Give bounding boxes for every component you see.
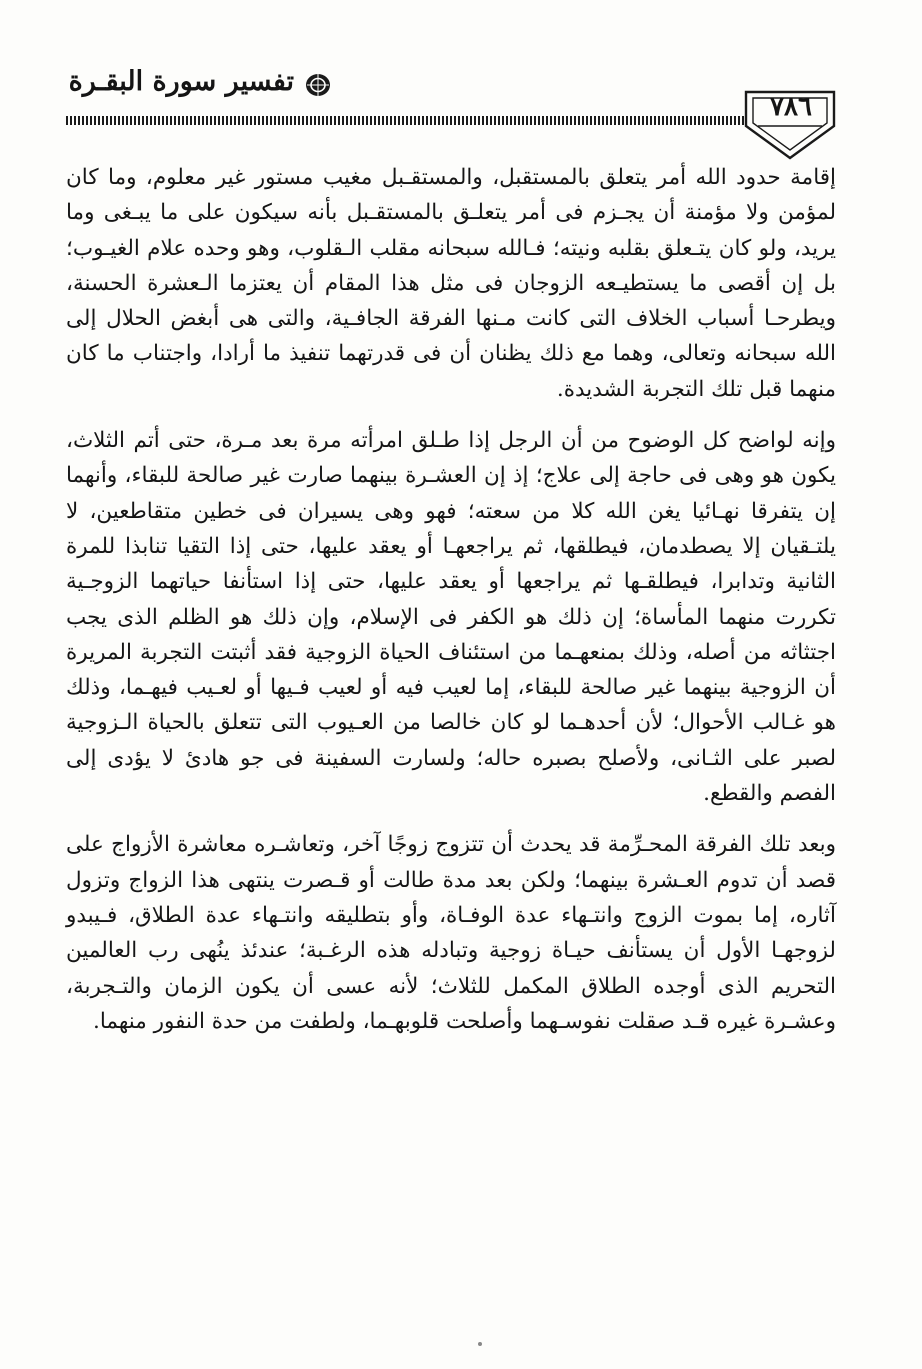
footer-dot xyxy=(476,1340,484,1348)
running-header-title: تفسير سورة البقـرة xyxy=(68,66,294,97)
paragraph: وإنه لواضح كل الوضوح من أن الرجل إذا طـلق امرأته مرة بعد مـرة، حتى أتم الثلاث، يكون هو وهى فى حاجة إلى علاج؛ إذ إن العشـرة بينهما صارت غير صالحة للبقاء، وأنهما إن يتفرقا نهـائيا يغن الله كلا من سعته؛ فهو وهى يسيران فى خطين متقاطعين، لا يلتـقيان إلا يصطدمان، فيطلقها، ثم يراجعهـا أو يعقد عليها، حتى إذا التقيا تنابذا للمرة الثانية وتدابرا، فيطلقـها ثم يراجعها أو يعقد عليها، حتى إذا استأنفا حياتهما الزوجـية تكررت منهما المأساة؛ إن ذلك هو الكفر فى الإسلام، وإن ذلك هو الظلم الذى يجب اجتثاثه من أصله، وذلك بمنعهـما من استئناف الحياة الزوجية فقد أثبتت التجربة المريرة أن الزوجية بينهما غير صالحة للبقاء، إما لعيب فيه أو لعيب فـيها أو لعـيب فيهـما، وذلك هو غـالب الأحوال؛ لأن أحدهـما لو كان خالصا من العـيوب التى تتعلق بالحياة الـزوجية لصبر على الثـانى، ولأصلح بصبره حاله؛ ولسارت السفينة فى جو هادئ لا يؤدى إلى الفصم والقطع. xyxy=(66,428,836,807)
header-divider xyxy=(66,116,746,125)
paragraph: إقامة حدود الله أمر يتعلق بالمستقبل، والمستقـبل مغيب مستور غير معلوم، وما كان لمؤمن ولا مؤمنة أن يجـزم فى أمر يتعلـق بالمستقـبل بأنه سيكون على ما يبـغى وما يريد، ولو كان يتـعلق بقلبه ونيته؛ فـالله سبحانه مقلب الـقلوب، وهو وحده علام الغيـوب؛ بل إن أقصى ما يستطيـعه الزوجان فى مثل هذا المقام أن يعتزما الـعشرة الحسنة، ويطرحـا أسباب الخلاف التى كانت مـنها الفرقة الجافـية، والتى هى أبغض الحلال إلى الله سبحانه وتعالى، وهما مع ذلك يظنان أن فى قدرتهما تنفيذ ما أرادا، واجتناب ما كان منهما قبل تلك التجربة الشديدة. xyxy=(66,165,836,402)
decorative-rosette-icon xyxy=(304,72,332,98)
body-text xyxy=(66,160,836,1039)
page-number: ٧٨٦ xyxy=(770,92,812,122)
paragraph: وبعد تلك الفرقة المحـرِّمة قد يحدث أن تتزوج زوجًا آخر، وتعاشـره معاشرة الأزواج على قصد أن تدوم العـشرة بينهما؛ ولكن بعد مدة طالت أو قـصرت ينتهى هذا الزواج وتزول آثاره، إما بموت الزوج وانتـهاء عدة الوفـاة، وأو بتطليقه وانتـهاء عدة الطلاق، فـيبدو لزوجهـا الأول أن يستأنف حيـاة زوجية وتبادله هذه الرغـبة؛ عندئذ ينُهى رب العالمين التحريم الذى أوجده الطلاق المكمل للثلاث؛ لأنه عسى أن يكون الزمان والتـجربة، وعشـرة غيره قـد صقلت نفوسـهما وأصلحت قلوبهـما، ولطفت من حدة النفور منهما. xyxy=(66,832,836,1034)
